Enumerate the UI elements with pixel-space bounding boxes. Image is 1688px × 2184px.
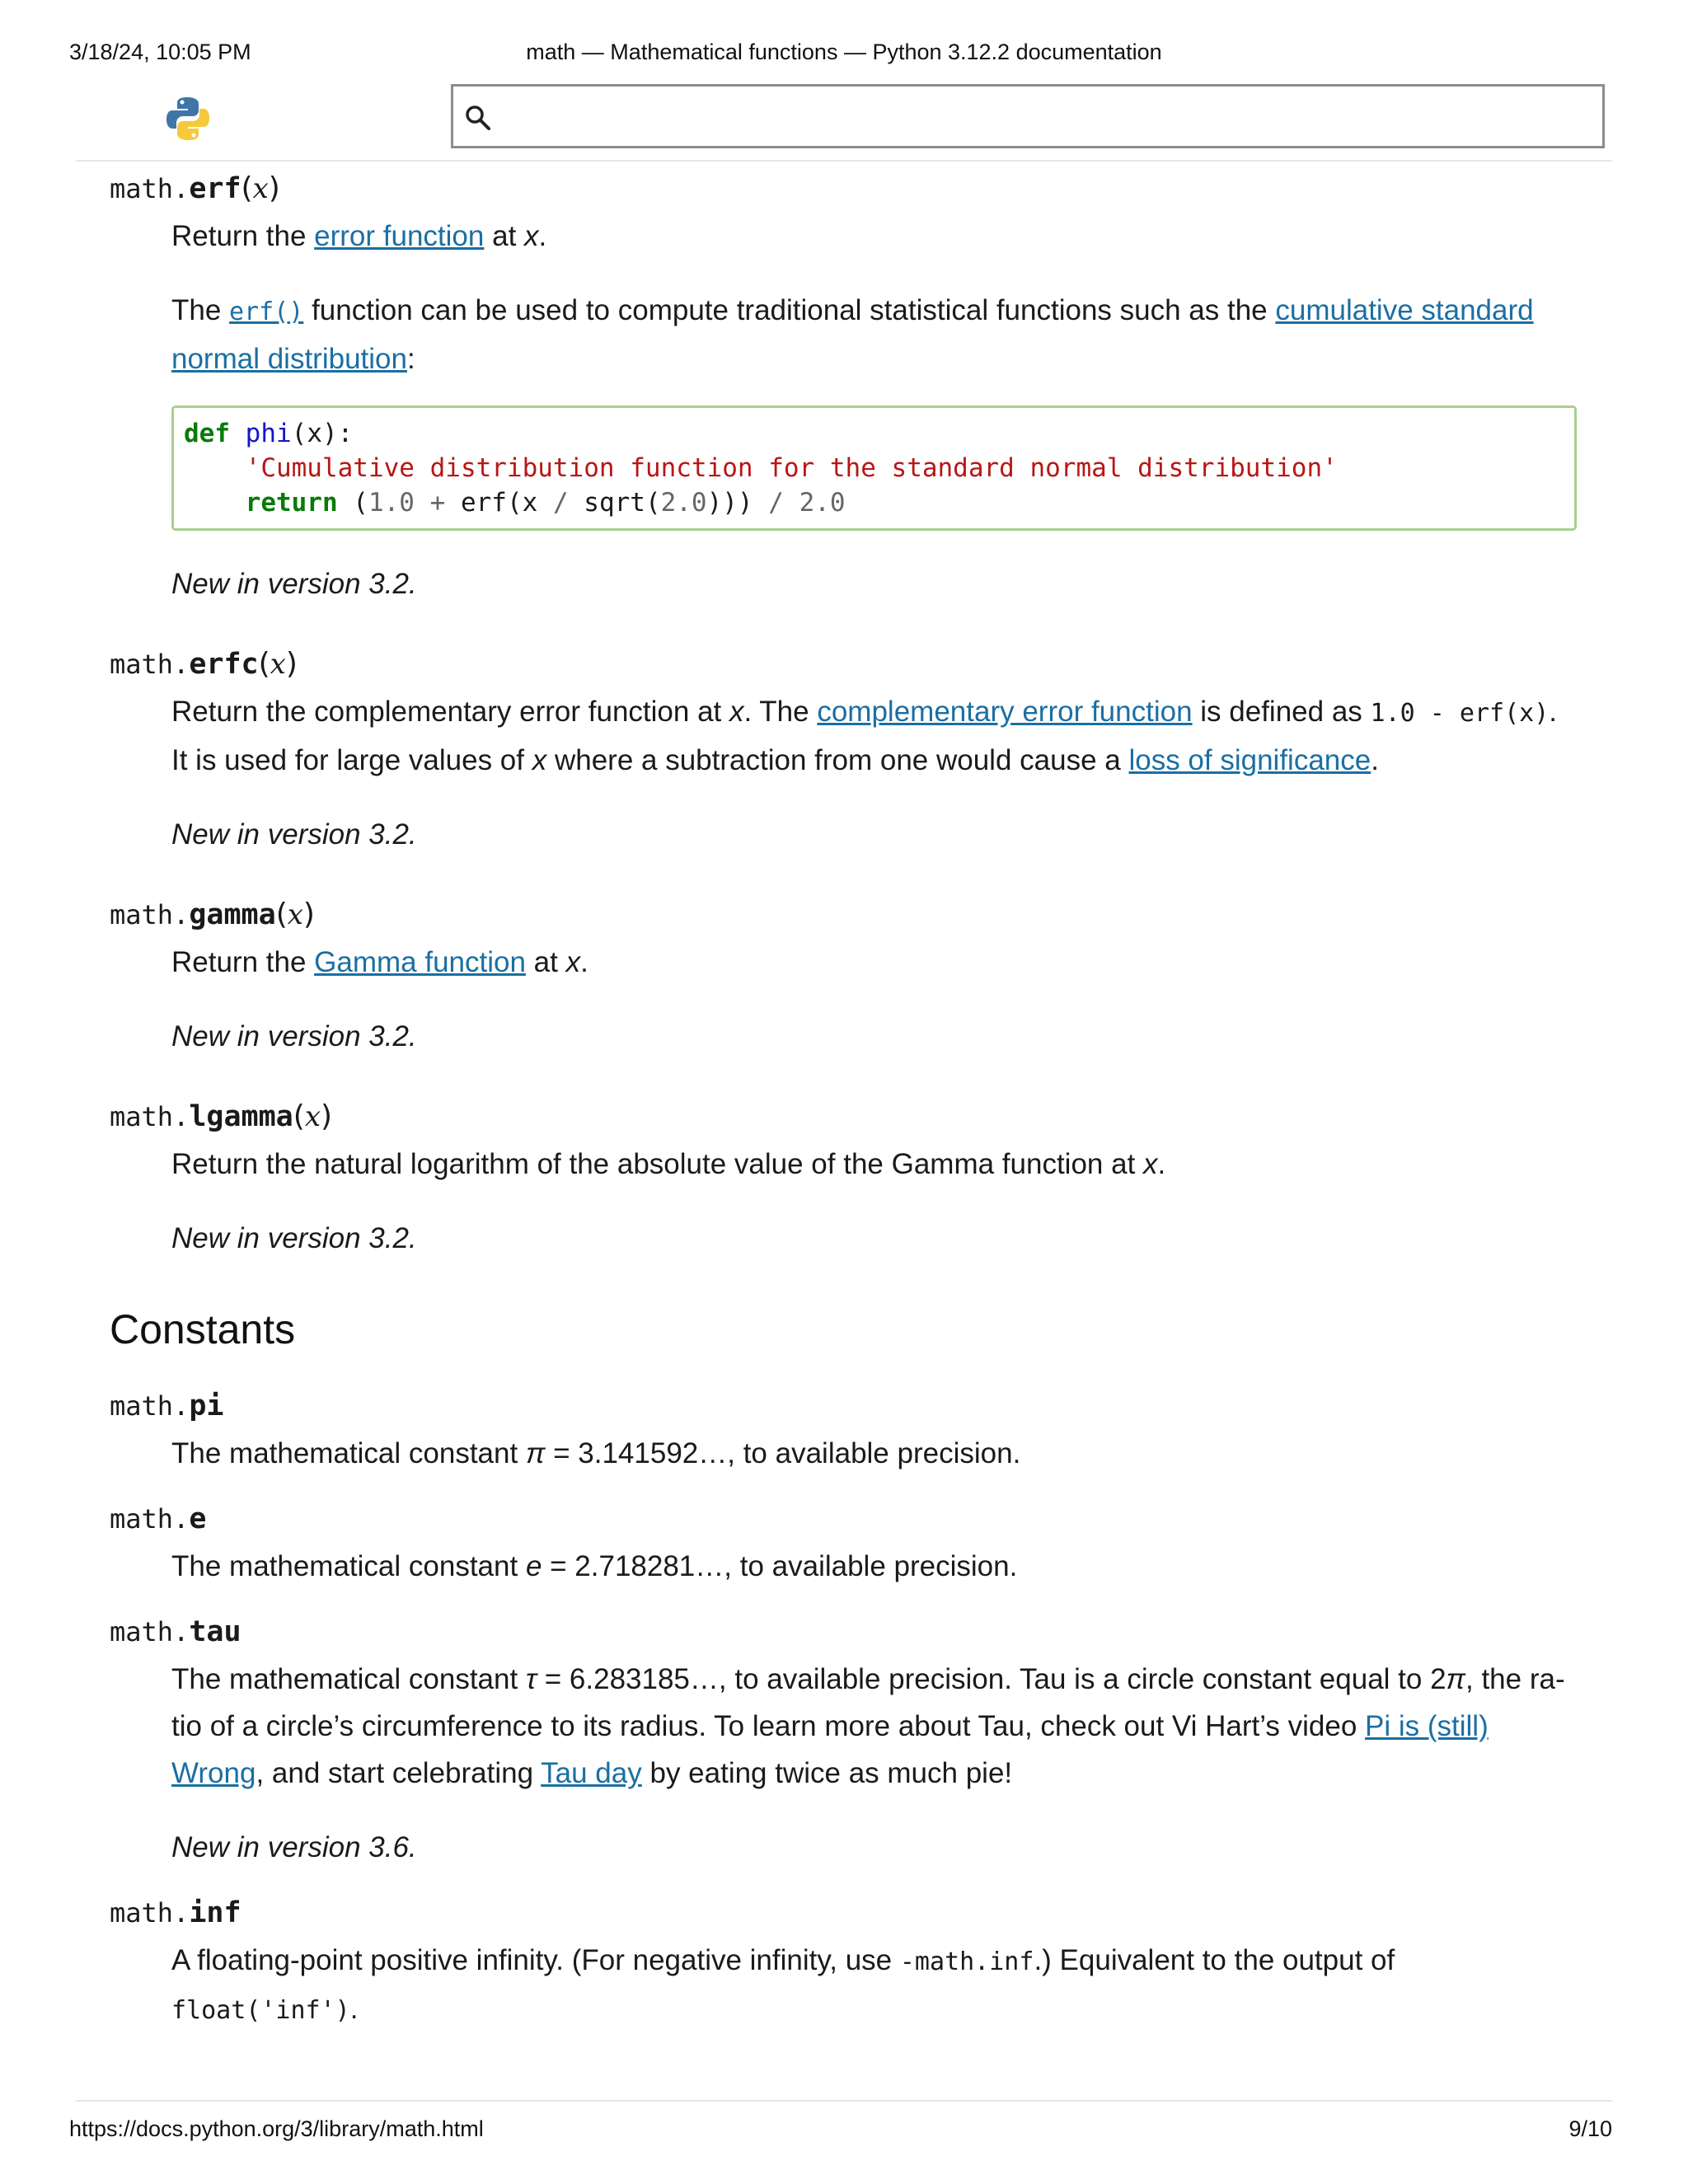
paragraph [171,688,1577,784]
paragraph [171,213,1577,260]
code-block [171,405,1577,531]
text: Return the natural logarithm of the absolute value of the Gamma function at [171,1148,1144,1180]
paragraph [171,1937,1577,2034]
var-x: x [524,220,539,252]
sig-prefix: math. [110,1897,190,1929]
function-erf [110,165,1577,607]
signature-pi [110,1382,1577,1430]
code-operator: / [552,488,569,518]
text: . It is used for large values of [171,696,1557,776]
symbol-pi: π [1446,1663,1465,1695]
signature-erfc [110,640,1577,688]
sig-prefix: math. [110,649,190,680]
var-x: x [532,744,547,776]
version-added: New in version 3.6. [171,1831,417,1863]
sig-name: lgamma [189,1100,293,1133]
signature-tau [110,1608,1577,1656]
code-text [784,488,799,518]
paragraph [171,1430,1577,1477]
function-erfc [110,640,1577,858]
error-function-link[interactable]: error function [314,220,485,252]
tau-day-link[interactable]: Tau day [541,1757,642,1789]
signature-gamma [110,891,1577,939]
main-content [110,165,1577,2034]
search-icon [463,103,493,133]
sig-lparen: ( [258,647,270,681]
sig-prefix: math. [110,1616,190,1647]
function-gamma [110,891,1577,1060]
sig-name: pi [189,1390,224,1422]
inline-code: erf() [229,298,304,326]
text: at [484,220,525,252]
sig-rparen: ) [285,647,298,681]
sig-prefix: math. [110,899,190,930]
text: , the ratio of a circle’s circumference to its radius. To learn more about Tau, check out Vi Hart’s video [171,1663,1565,1742]
text: where a subtraction from one would cause a [546,744,1129,776]
text: : [406,343,415,375]
paragraph [171,1543,1577,1590]
text: The mathematical constant [171,1437,526,1469]
sig-prefix: math. [110,173,190,204]
sig-name: inf [189,1896,241,1929]
var-x: x [565,946,581,978]
code-function-name: phi [245,419,292,448]
text: function can be used to compute traditional statistical functions such as the [303,294,1276,326]
var-x: x [729,696,744,728]
text: Return the [171,946,315,978]
print-header [0,40,1688,73]
sig-param: x [270,648,286,681]
text: . [349,1993,359,2025]
description-inf [171,1937,1577,2034]
description-erf [171,213,1577,607]
text: = 3.141592…, to available precision. [545,1437,1021,1469]
sig-lparen: ( [241,171,253,205]
paragraph [171,939,1577,986]
constant-e [110,1495,1577,1590]
version-added: New in version 3.2. [171,818,417,851]
code-operator: / [768,488,784,518]
description-tau [171,1656,1577,1871]
inline-code: 1.0 - erf(x) [1370,699,1550,728]
code-text: sqrt( [568,488,661,518]
inline-code: float('inf') [171,1996,350,2025]
signature-inf [110,1889,1577,1937]
print-url: https://docs.python.org/3/library/math.html [69,2116,484,2141]
footer-divider [76,2100,1612,2102]
sig-name: gamma [189,898,276,931]
sig-param: x [287,898,303,931]
code-keyword: def [184,419,230,448]
sig-prefix: math. [110,1390,190,1422]
signature-erf [110,165,1577,213]
text: .) Equivalent to the output of [1034,1944,1395,1976]
search-box[interactable] [451,84,1605,148]
symbol-e: e [525,1550,542,1582]
function-lgamma [110,1093,1577,1262]
code-keyword: return [245,488,338,518]
sig-prefix: math. [110,1101,190,1132]
symbol-tau: τ [525,1663,537,1695]
sig-rparen: ) [302,898,315,931]
text: . [580,946,588,978]
text: A floating-point positive infinity. (For negative infinity, use [171,1944,900,1976]
constant-inf [110,1889,1577,2034]
sig-name: erf [189,172,241,205]
version-added: New in version 3.2. [171,568,417,600]
loss-of-significance-link[interactable]: loss of significance [1128,744,1372,776]
code-number: 2.0 [799,488,846,518]
print-page-number: 9/10 [1568,2116,1612,2141]
inline-code: -math.inf [899,1947,1034,1976]
signature-lgamma [110,1093,1577,1141]
text: . [538,220,547,252]
sig-param: x [304,1100,321,1133]
var-x: x [1143,1148,1158,1180]
top-bar [76,82,1612,162]
constants-heading: Constants [110,1306,296,1352]
text: The [171,294,230,326]
code-number: 1.0 [368,488,415,518]
description-gamma [171,939,1577,1060]
text: , and start celebrating [256,1757,542,1789]
description-pi [171,1430,1577,1477]
print-datetime: 3/18/24, 10:05 PM [69,40,251,64]
code-text: ))) [706,488,769,518]
sig-rparen: ) [321,1099,333,1133]
constant-pi [110,1382,1577,1477]
code-number: 2.0 [660,488,707,518]
code-indent [184,488,246,518]
sig-lparen: ( [275,898,288,931]
code-string: 'Cumulative distribution function for the standard normal distribution' [245,453,1338,483]
sig-prefix: math. [110,1503,190,1535]
description-lgamma [171,1141,1577,1262]
symbol-pi: π [525,1437,546,1469]
version-added: New in version 3.2. [171,1222,417,1254]
text: The mathematical constant [171,1550,526,1582]
code-text: erf(x [460,488,553,518]
text: is defined as [1192,696,1371,728]
gamma-function-link[interactable]: Gamma function [314,946,526,978]
version-added: New in version 3.2. [171,1020,417,1052]
text: Return the complementary error function at [171,696,729,728]
sig-name: e [189,1502,207,1535]
text: Return the [171,220,315,252]
signature-e [110,1495,1577,1543]
sig-rparen: ) [268,171,280,205]
code-text: ( [337,488,368,518]
text: The mathematical constant [171,1663,526,1695]
cumulative-distribution-link[interactable]: cumulative standard normal distribution [171,294,1534,375]
erf-xref-link[interactable] [229,294,303,326]
pi-is-still-wrong-link[interactable]: Pi is (still) Wrong [171,1710,1489,1789]
sig-param: x [252,172,269,205]
constant-tau [110,1608,1577,1871]
sig-name: erfc [189,648,259,681]
sig-lparen: ( [293,1099,305,1133]
code-indent [184,453,246,483]
complementary-error-function-link[interactable]: complementary error function [817,696,1193,728]
description-erfc [171,688,1577,858]
sig-name: tau [189,1615,241,1648]
text: . [1371,744,1379,776]
text: = 6.283185…, to available precision. Tau is a circle constant equal to 2 [537,1663,1447,1695]
paragraph [171,287,1577,382]
paragraph [171,1141,1577,1188]
python-logo-icon[interactable] [165,96,211,142]
text: = 2.718281…, to available precision. [542,1550,1018,1582]
print-page-title: math — Mathematical functions — Python 3.12.2 documentation [526,40,1162,64]
paragraph [171,1656,1577,1797]
text: . [1157,1148,1166,1180]
code-operator: + [414,488,461,518]
description-e [171,1543,1577,1590]
text: by eating twice as much pie! [641,1757,1013,1789]
text: at [525,946,566,978]
code-text: (x): [291,419,354,448]
text: . The [743,696,818,728]
search-input[interactable] [501,93,1592,141]
